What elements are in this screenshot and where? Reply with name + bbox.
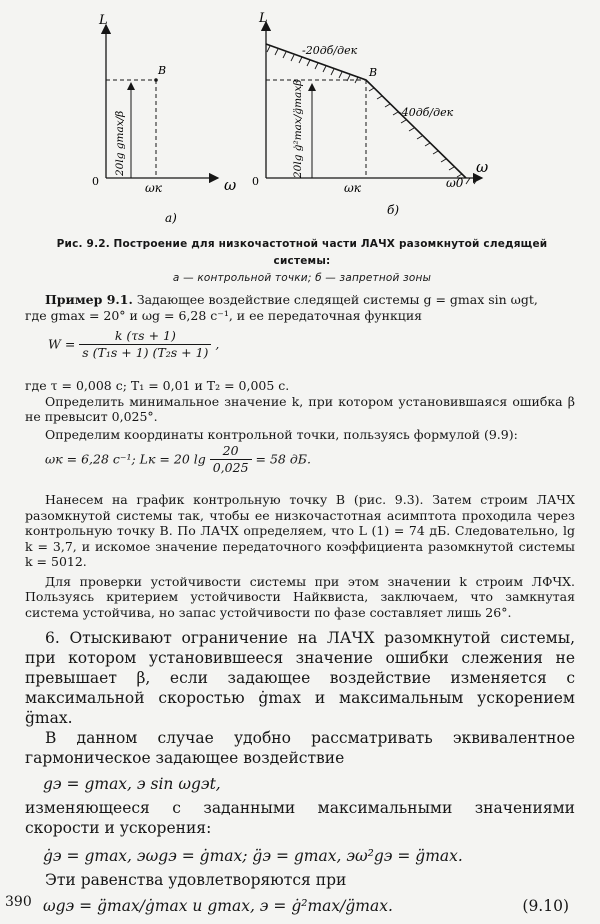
eq-num: 20 xyxy=(210,443,252,460)
main-p3: изменяющееся с заданными максимальными значениями скорости и ускорения: xyxy=(25,799,575,837)
tf-tail: , xyxy=(215,336,220,352)
panel-a-origin: 0 xyxy=(92,175,99,188)
eq-den: 0,025 xyxy=(212,459,249,475)
main-p2: В данном случае удобно рассматривать эквивалентное гармоническое задающее воздействие xyxy=(25,729,575,767)
panel-a-caption-label: а) xyxy=(165,211,177,225)
figure-9-2 xyxy=(0,0,600,230)
panel-b-x-label: ω xyxy=(476,158,489,176)
main-eq2: ġэ = gmax, эωgэ = ġmax; g̈э = gmax, эω²gэ = g̈max. xyxy=(43,847,463,865)
caption-title: Построение для низкочастотной части ЛАЧХ разомкнутой следящей системы: xyxy=(113,238,548,267)
example-params: где τ = 0,008 с; T₁ = 0,01 и T₂ = 0,005 с. xyxy=(25,378,290,393)
slope-40-label: -40дб/дек xyxy=(398,106,454,119)
main-eq3-row xyxy=(25,896,575,916)
panel-a-plot xyxy=(92,13,236,225)
panel-a-point-b: B xyxy=(158,64,167,77)
eq-right: = 58 дБ. xyxy=(255,451,311,467)
eq-fraction xyxy=(210,443,252,475)
example-line2: где gmax = 20° и ωg = 6,28 с⁻¹, и ее передаточная функция xyxy=(25,307,423,323)
panel-b-origin: 0 xyxy=(252,175,259,188)
caption-number: Рис. 9.2. xyxy=(56,238,110,250)
panel-b-vertical-label: 20lg ġ²max/g̈maxβ xyxy=(292,79,304,178)
main-eq3: ωgэ = g̈max/ġmax и gmax, э = ġ²max/g̈max. xyxy=(43,897,393,915)
panel-b-plot xyxy=(252,11,488,217)
tf-fraction xyxy=(79,328,211,360)
eq-left: ωк = 6,28 с⁻¹; Lк = 20 lg xyxy=(45,451,206,467)
point-b-marker xyxy=(154,78,158,82)
caption-line2: а — контрольной точки; б — запретной зоны xyxy=(172,272,432,284)
panel-b-y-label: L xyxy=(259,11,268,26)
figure-caption xyxy=(28,236,576,287)
tf-denominator: s (T₁s + 1) (T₂s + 1) xyxy=(82,344,209,360)
panel-a-wk: ωк xyxy=(145,181,162,195)
page-number: 390 xyxy=(5,894,32,910)
example-task: Определить минимальное значение k, при котором установившаяся ошибка β не превысит 0,025°. xyxy=(25,393,575,424)
panel-b-w0: ω0 xyxy=(446,176,464,190)
eq-number: (9.10) xyxy=(522,897,569,915)
example-p2: Определим координаты контрольной точки, пользуясь формулой (9.9): xyxy=(45,426,518,442)
main-text xyxy=(25,628,575,916)
example-p4: Для проверки устойчивости системы при этом значении k строим ЛФЧХ. Пользуясь критерием устойчивости Найквиста, заключаем, что замкнутая система устойчива, но запас устойчивости по фазе составляет лишь 26°. xyxy=(25,573,575,620)
example-line1: Задающее воздействие следящей системы g = gmax sin ωgt, xyxy=(136,292,538,307)
slope-20-label: -20дб/дек xyxy=(302,44,358,57)
example-p3: Нанесем на график контрольную точку B (рис. 9.3). Затем строим ЛАЧХ разомкнутой системы так, чтобы ее низкочастотная асимптота проходила через контрольную точку B. По ЛАЧХ определяем, что L (1) = 74 дБ. Следовательно, lg k = 3,7, и искомое значение передаточного коэффициента разомкнутой системы k = 5012. xyxy=(25,492,575,569)
panel-a-vertical-label: 20lg gmax/β xyxy=(114,110,126,176)
panel-b-point-b: B xyxy=(369,66,378,79)
example-heading: Пример 9.1. xyxy=(45,292,133,307)
main-p1: 6. Отыскивают ограничение на ЛАЧХ разомкнутой системы, при котором установившееся значение ошибки слежения не превышает β, если задающее воздействие изменяется с максимальной скоростью ġmax и максимальным ускорением g̈max. xyxy=(25,629,575,727)
example-intro xyxy=(25,292,575,323)
control-point-equation xyxy=(45,443,311,475)
panel-b-caption-label: б) xyxy=(387,203,400,217)
panel-a-y-label: L xyxy=(99,13,108,28)
main-p4: Эти равенства удовлетворяются при xyxy=(45,871,347,889)
transfer-function xyxy=(48,328,219,360)
example-conclusion xyxy=(25,492,575,620)
panel-a-x-label: ω xyxy=(224,176,237,194)
example-params-block xyxy=(25,378,575,442)
tf-lhs: W = xyxy=(48,336,76,352)
main-eq1: gэ = gmax, э sin ωgэt, xyxy=(43,775,221,793)
panel-b-wk: ωк xyxy=(344,181,361,195)
tf-numerator: k (τs + 1) xyxy=(79,328,211,345)
